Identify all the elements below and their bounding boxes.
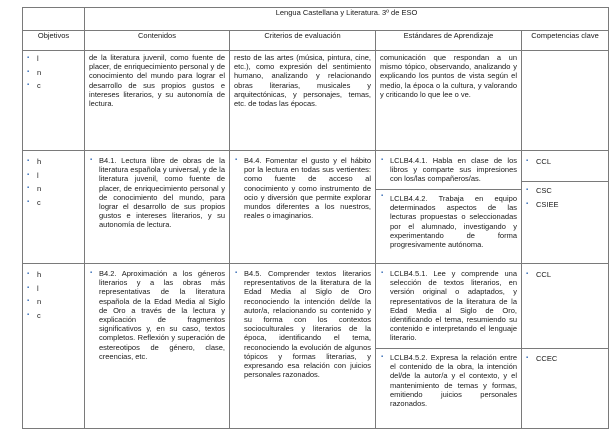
estandar-cell: [376, 264, 522, 429]
objetivo-item: ▪ n: [27, 297, 82, 311]
competencia-cell: [522, 151, 609, 264]
objetivo-item: ▪ l: [27, 54, 82, 68]
objetivo-item: ▪ l: [27, 171, 82, 185]
header-criterios: Criterios de evaluación: [230, 31, 376, 51]
contenido-text: ▪ B4.2. Aproximación a los géneros literarios y a las obras más representativas de la literatura española de la Edad Media al Siglo de Oro a través de la lectura y explicación de fragmentos significativos y, en su caso, textos completos. Reflexión y superación de estereotipos de género, clase, creencias, etc.: [89, 269, 225, 361]
estandar-text: comunicación que respondan a un mismo tópico, observando, analizando y explicando los puntos de vista según el medio, la época o la cultura, y valorando y criticando lo que lee o ve.: [380, 53, 517, 99]
competencia-badge: ▪ CSIEE: [526, 200, 606, 214]
objetivo-item: ▪ h: [27, 157, 82, 171]
blank-corner-cell: [23, 8, 85, 31]
competencia-badge: ▪ CCEC: [526, 354, 606, 368]
objetivos-cell: [23, 264, 85, 429]
contenido-text: de la literatura juvenil, como fuente de placer, de enriquecimiento personal y de conocimiento del mundo para lograr el desarrollo de sus propios gustos e intereses literarios, y su autonomía de lectura.: [89, 53, 225, 109]
objetivos-cell: [23, 151, 85, 264]
objetivo-item: ▪ n: [27, 184, 82, 198]
table-row: [23, 151, 609, 264]
table-row: [23, 51, 609, 151]
contenido-cell: [85, 264, 230, 429]
contenido-cell: [85, 51, 230, 151]
objetivos-cell: [23, 51, 85, 151]
curriculum-table: [22, 7, 609, 429]
criterio-cell: [230, 51, 376, 151]
estandar-cell: [376, 51, 522, 151]
criterio-text: ▪ B4.5. Comprender textos literarios representativos de la literatura de la Edad Media al Siglo de Oro reconociendo la intención del/de la autor/a, relacionando su contenido y su forma con los contextos socioculturales y literarios de la época, identificando el tema, reconociendo la evolución de algunos tópicos y formas literarias, y expresando esa relación con juicios personales razonados.: [234, 269, 371, 379]
table-title: Lengua Castellana y Literatura. 3º de ESO: [85, 8, 609, 31]
contenido-cell: [85, 151, 230, 264]
objetivo-item: ▪ c: [27, 81, 82, 95]
estandar-text: ▪ LCLB4.5.2. Expresa la relación entre el contenido de la obra, la intención del/de la autor/a y el contexto, y el mantenimiento de temas y formas, emitiendo juicios personales razonados.: [380, 353, 517, 408]
competencia-badge: ▪ CCL: [526, 270, 606, 284]
objetivo-item: ▪ c: [27, 198, 82, 212]
estandar-text: ▪ LCLB4.4.2. Trabaja en equipo determinados aspectos de las lecturas propuestas o seleccionadas por el alumnado, investigando y experimentando de forma progresivamente autónoma.: [380, 192, 517, 249]
header-estandares: Estándares de Aprendizaje: [376, 31, 522, 51]
criterio-cell: [230, 151, 376, 264]
contenido-text: ▪ B4.1. Lectura libre de obras de la literatura española y universal, y de la literatura juvenil, como fuente de placer, de enriquecimiento personal y de conocimiento del mundo, para lograr el desarrollo de sus propios gustos e intereses literarios, y su autonomía de lectura.: [89, 156, 225, 230]
table-row: [23, 264, 609, 429]
objetivo-item: ▪ h: [27, 270, 82, 284]
objetivo-item: ▪ c: [27, 311, 82, 325]
header-competencias: Competencias clave: [522, 31, 609, 51]
objetivo-item: ▪ l: [27, 284, 82, 298]
criterio-text: ▪ B4.4. Fomentar el gusto y el hábito por la lectura en todas sus vertientes: como fuente de acceso al conocimiento y como instrumento de ocio y diversión que permite explorar mundos diferentes a los nuestros, reales o imaginarios.: [234, 156, 371, 220]
competencia-badge: ▪ CSC: [526, 186, 606, 200]
competencia-badge: ▪ CCL: [526, 157, 606, 171]
estandar-text: ▪ LCLB4.4.1. Habla en clase de los libros y comparte sus impresiones con los/las compañeros/as.: [380, 156, 517, 184]
objetivo-item: ▪ n: [27, 68, 82, 82]
header-contenidos: Contenidos: [85, 31, 230, 51]
criterio-cell: [230, 264, 376, 429]
estandar-text: ▪ LCLB4.5.1. Lee y comprende una selección de textos literarios, en versión original o adaptados, y representativos de la literatura de la Edad Media al Siglo de Oro, identificando el tema, resumiendo su contenido e interpretando el lenguaje literario.: [380, 269, 517, 343]
criterio-text: resto de las artes (música, pintura, cine, etc.), como expresión del sentimiento humano, analizando y relacionando obras literarias, musicales y arquitectónicas, y personajes, temas, etc. de todas las épocas.: [234, 53, 371, 109]
header-objetivos: Objetivos: [23, 31, 85, 51]
competencia-cell: [522, 264, 609, 429]
estandar-cell: [376, 151, 522, 264]
competencia-cell: [522, 51, 609, 151]
